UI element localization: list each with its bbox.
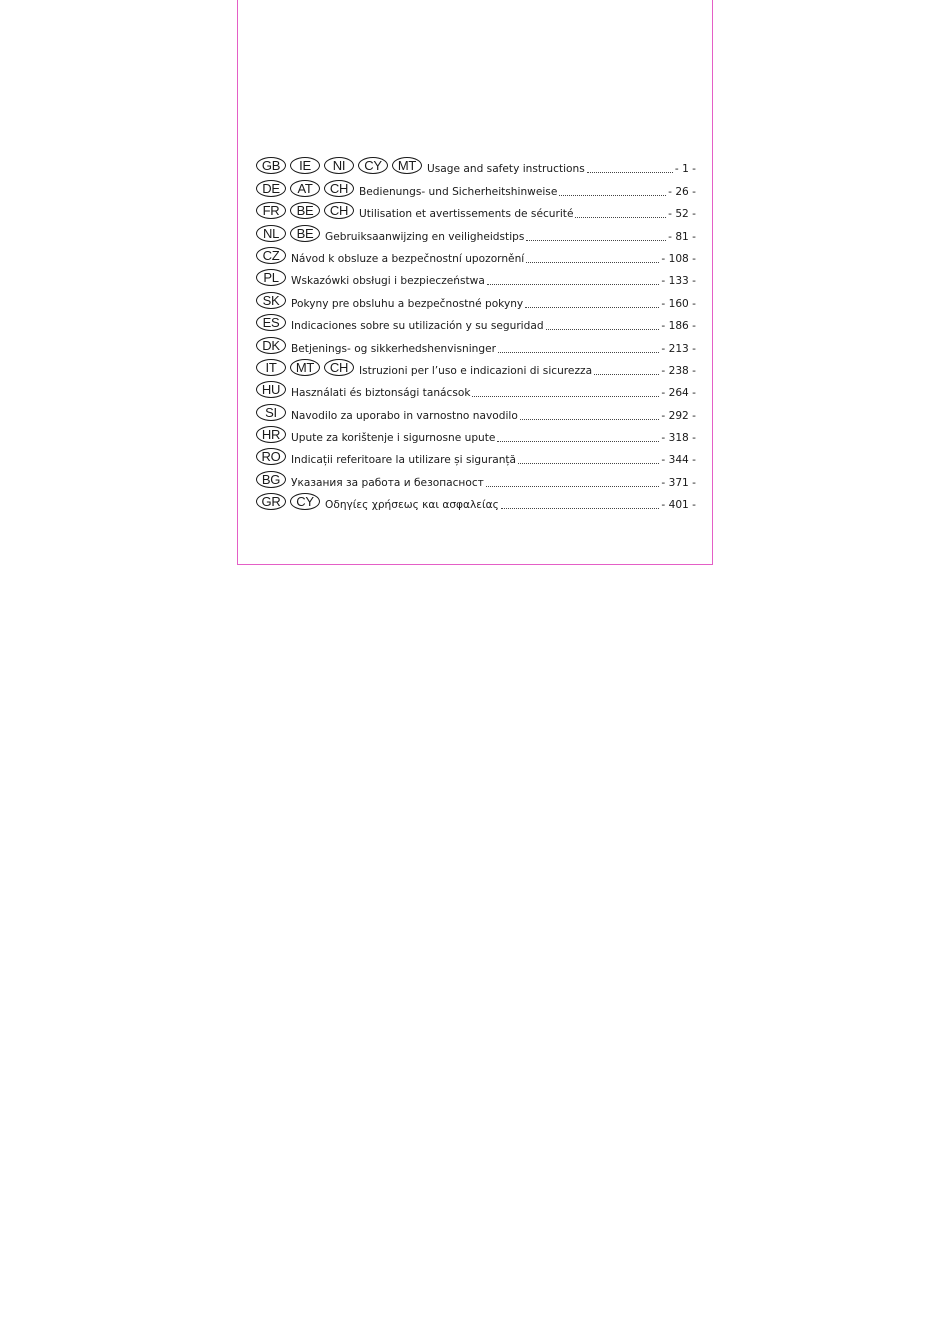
country-codes — [256, 426, 290, 445]
toc-entry[interactable] — [256, 333, 696, 355]
toc-entry-page: - 292 - — [661, 409, 696, 422]
table-of-contents — [256, 154, 696, 512]
toc-entry-page: - 186 - — [661, 320, 696, 333]
document-page — [237, 0, 713, 565]
dot-leader — [559, 195, 666, 196]
country-codes — [256, 337, 290, 356]
toc-entry[interactable] — [256, 445, 696, 467]
toc-entry-page: - 264 - — [661, 387, 696, 400]
country-codes — [256, 180, 358, 199]
toc-entry[interactable] — [256, 154, 696, 176]
dot-leader — [487, 284, 660, 285]
toc-entry-title: Indicaciones sobre su utilización y su seguridad — [291, 320, 544, 333]
dot-leader — [501, 508, 660, 509]
toc-entry[interactable] — [256, 199, 696, 221]
toc-entry[interactable] — [256, 311, 696, 333]
dot-leader — [520, 419, 660, 420]
country-codes — [256, 247, 290, 266]
toc-entry-title: Bedienungs- und Sicherheitshinweise — [359, 185, 558, 198]
dot-leader — [486, 486, 660, 487]
country-codes — [256, 157, 426, 176]
country-code-badge: IT — [256, 359, 286, 376]
country-code-badge: SK — [256, 292, 286, 309]
toc-entry-page: - 318 - — [661, 432, 696, 445]
country-code-badge: HR — [256, 426, 286, 443]
country-code-badge: FR — [256, 202, 286, 219]
country-code-badge: PL — [256, 269, 286, 286]
toc-entry-page: - 133 - — [661, 275, 696, 288]
toc-entry-title: Istruzioni per l’uso e indicazioni di sicurezza — [359, 364, 593, 377]
country-codes — [256, 314, 290, 333]
country-code-badge: DK — [256, 337, 286, 354]
toc-entry[interactable] — [256, 423, 696, 445]
dot-leader — [526, 262, 659, 263]
dot-leader — [575, 217, 666, 218]
country-code-badge: CZ — [256, 247, 286, 264]
country-code-badge: BG — [256, 471, 286, 488]
toc-entry[interactable] — [256, 288, 696, 310]
country-code-badge: CH — [324, 202, 354, 219]
country-code-badge: CY — [290, 493, 320, 510]
toc-entry-title: Betjenings- og sikkerhedshenvisninger — [291, 342, 496, 355]
dot-leader — [518, 463, 659, 464]
country-codes — [256, 471, 290, 490]
toc-entry-title: Navodilo za uporabo in varnostno navodilo — [291, 409, 518, 422]
toc-entry-page: - 1 - — [674, 163, 696, 176]
country-code-badge: GB — [256, 157, 286, 174]
toc-entry-title: Használati és biztonsági tanácsok — [291, 387, 471, 400]
toc-entry-page: - 401 - — [661, 499, 696, 512]
toc-entry[interactable] — [256, 266, 696, 288]
toc-entry[interactable] — [256, 356, 696, 378]
dot-leader — [497, 441, 659, 442]
country-code-badge: CY — [358, 157, 388, 174]
country-codes — [256, 381, 290, 400]
dot-leader — [526, 240, 666, 241]
country-codes — [256, 404, 290, 423]
toc-entry-title: Οδηγίες χρήσεως και ασφαλείας — [325, 499, 499, 512]
country-code-badge: IE — [290, 157, 320, 174]
toc-entry[interactable] — [256, 176, 696, 198]
dot-leader — [594, 374, 659, 375]
toc-entry-title: Upute za korištenje i sigurnosne upute — [291, 432, 496, 445]
country-code-badge: MT — [290, 359, 320, 376]
dot-leader — [587, 172, 673, 173]
country-code-badge: BE — [290, 202, 320, 219]
country-codes — [256, 292, 290, 311]
dot-leader — [546, 329, 660, 330]
toc-entry[interactable] — [256, 490, 696, 512]
toc-entry-page: - 52 - — [668, 208, 696, 221]
dot-leader — [525, 307, 659, 308]
toc-entry[interactable] — [256, 400, 696, 422]
country-code-badge: NI — [324, 157, 354, 174]
country-codes — [256, 448, 290, 467]
toc-entry-title: Indicații referitoare la utilizare și siguranță — [291, 454, 517, 467]
toc-entry-page: - 26 - — [668, 185, 696, 198]
country-code-badge: DE — [256, 180, 286, 197]
toc-entry[interactable] — [256, 378, 696, 400]
toc-entry-page: - 213 - — [661, 342, 696, 355]
toc-entry-page: - 81 - — [668, 230, 696, 243]
toc-entry-title: Gebruiksaanwijzing en veiligheidstips — [325, 230, 525, 243]
country-code-badge: RO — [256, 448, 286, 465]
country-code-badge: HU — [256, 381, 286, 398]
country-codes — [256, 202, 358, 221]
country-code-badge: BE — [290, 225, 320, 242]
toc-entry-title: Wskazówki obsługi i bezpieczeństwa — [291, 275, 485, 288]
country-code-badge: ES — [256, 314, 286, 331]
dot-leader — [498, 352, 659, 353]
dot-leader — [472, 396, 659, 397]
toc-entry[interactable] — [256, 467, 696, 489]
toc-entry-page: - 238 - — [661, 364, 696, 377]
toc-entry-page: - 344 - — [661, 454, 696, 467]
toc-entry-page: - 160 - — [661, 297, 696, 310]
toc-entry[interactable] — [256, 244, 696, 266]
country-code-badge: MT — [392, 157, 422, 174]
toc-entry-title: Usage and safety instructions — [427, 163, 585, 176]
toc-entry-title: Указания за работа и безопасност — [291, 476, 484, 489]
country-code-badge: GR — [256, 493, 286, 510]
country-code-badge: CH — [324, 359, 354, 376]
country-codes — [256, 493, 324, 512]
toc-entry-title: Návod k obsluze a bezpečnostní upozornění — [291, 252, 525, 265]
toc-entry[interactable] — [256, 221, 696, 243]
country-codes — [256, 269, 290, 288]
country-code-badge: AT — [290, 180, 320, 197]
country-code-badge: CH — [324, 180, 354, 197]
toc-entry-title: Utilisation et avertissements de sécurité — [359, 208, 574, 221]
country-code-badge: SI — [256, 404, 286, 421]
country-code-badge: NL — [256, 225, 286, 242]
toc-entry-title: Pokyny pre obsluhu a bezpečnostné pokyny — [291, 297, 524, 310]
toc-entry-page: - 108 - — [661, 252, 696, 265]
toc-entry-page: - 371 - — [661, 476, 696, 489]
country-codes — [256, 225, 324, 244]
country-codes — [256, 359, 358, 378]
